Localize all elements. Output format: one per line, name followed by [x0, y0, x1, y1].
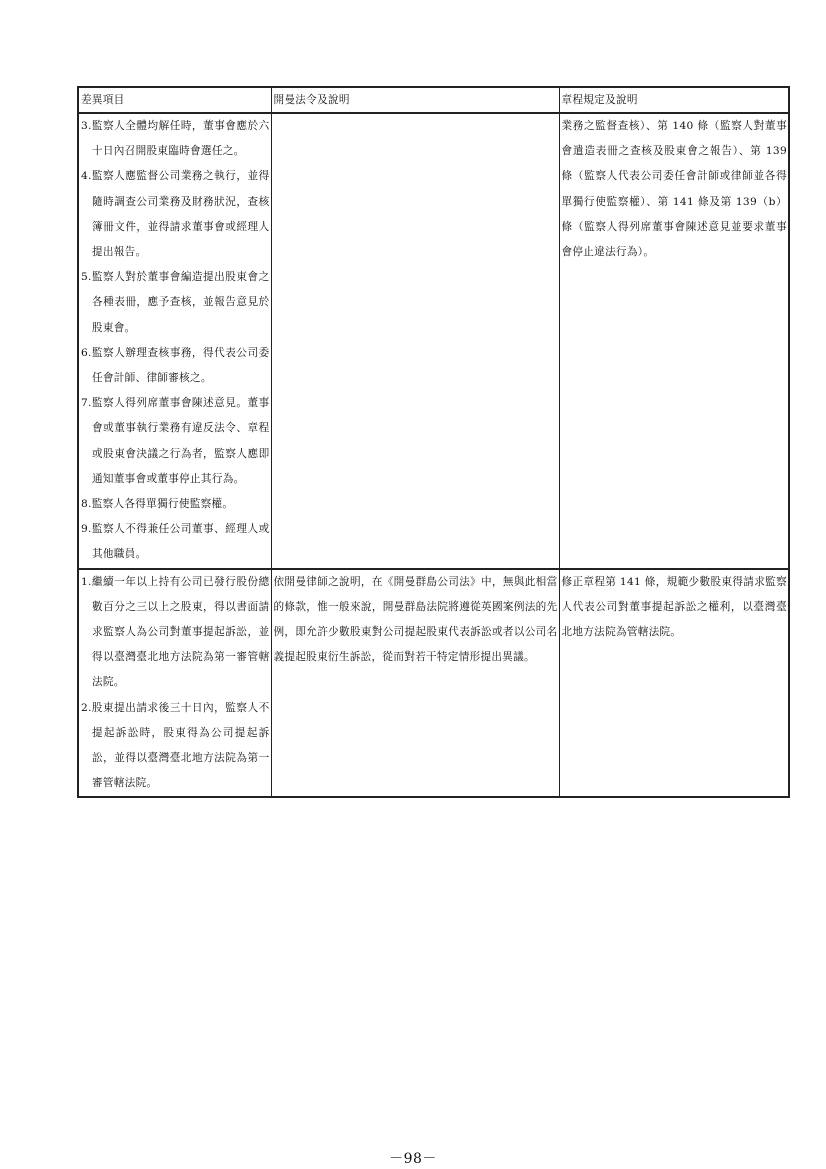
- list-item: 5.監察人對於董事會編造提出股東會之各種表冊，應予查核，並報告意見於股東會。: [81, 271, 270, 334]
- difference-cell: [78, 569, 271, 798]
- header-cayman-law: 開曼法令及說明: [271, 87, 559, 113]
- page-number: －98－: [389, 1151, 437, 1167]
- list-item: 2.股東提出請求後三十日內，監察人不提起訴訟時，股東得為公司提起訴訟，並得以臺灣臺北地方法院為第一審管轄法院。: [81, 701, 270, 790]
- comparison-table: [77, 86, 790, 798]
- difference-cell: [78, 113, 271, 569]
- list-item: 6.監察人辦理查核事務，得代表公司委任會計師、律師審核之。: [81, 346, 270, 385]
- law-cell: [271, 113, 559, 569]
- charter-text: 業務之監督查核）、第 140 條（監察人對董事會遣造表冊之查核及股東會之報告）、第 139 條（監察人代表公司委任會計師或律師並各得單獨行使監察權）、第 141 條及第 139（b）條（監察人得列席董事會陳述意見並要求董事會停止違法行為）。: [561, 120, 787, 259]
- table-row: [78, 113, 789, 569]
- list-item: 7.監察人得列席董事會陳述意見。董事會或董事執行業務有違反法令、章程或股東會決議之行為者，監察人應即通知董事會或董事停止其行為。: [81, 397, 270, 485]
- header-charter-rules: 章程規定及說明: [559, 87, 789, 113]
- charter-cell: [559, 569, 789, 798]
- law-cell: [271, 569, 559, 798]
- law-text: 依開曼律師之說明，在《開曼群島公司法》中，無與此相當的條款，惟一般來說，開曼群島法院將遵從英國案例法的先例，即允許少數股東對公司提起股東代表訴訟或者以公司名義提起股東衍生訴訟，從而對若干特定情形提出異議。: [273, 575, 558, 664]
- charter-cell: [559, 113, 789, 569]
- header-difference-item: 差異項目: [78, 87, 271, 113]
- list-item: 9.監察人不得兼任公司董事、經理人或其他職員。: [81, 523, 270, 561]
- header-row: [78, 87, 789, 113]
- table-row: [78, 569, 789, 798]
- list-item: 4.監察人應監督公司業務之執行，並得隨時調查公司業務及財務狀況，查核簿冊文件，並得請求董事會或經理人提出報告。: [81, 170, 270, 259]
- list-item: 8.監察人各得單獨行使監察權。: [81, 498, 234, 511]
- list-item: 3.監察人全體均解任時，董事會應於六十日內召開股東臨時會選任之。: [81, 120, 270, 158]
- list-item: 1.繼續一年以上持有公司已發行股份總數百分之三以上之股東，得以書面請求監察人為公司對董事提起訴訟，並得以臺灣臺北地方法院為第一審管轄法院。: [81, 575, 270, 689]
- charter-text: 修正章程第 141 條，規範少數股東得請求監察人代表公司對董事提起訴訟之權利，以臺灣臺北地方法院為管轄法院。: [561, 575, 787, 639]
